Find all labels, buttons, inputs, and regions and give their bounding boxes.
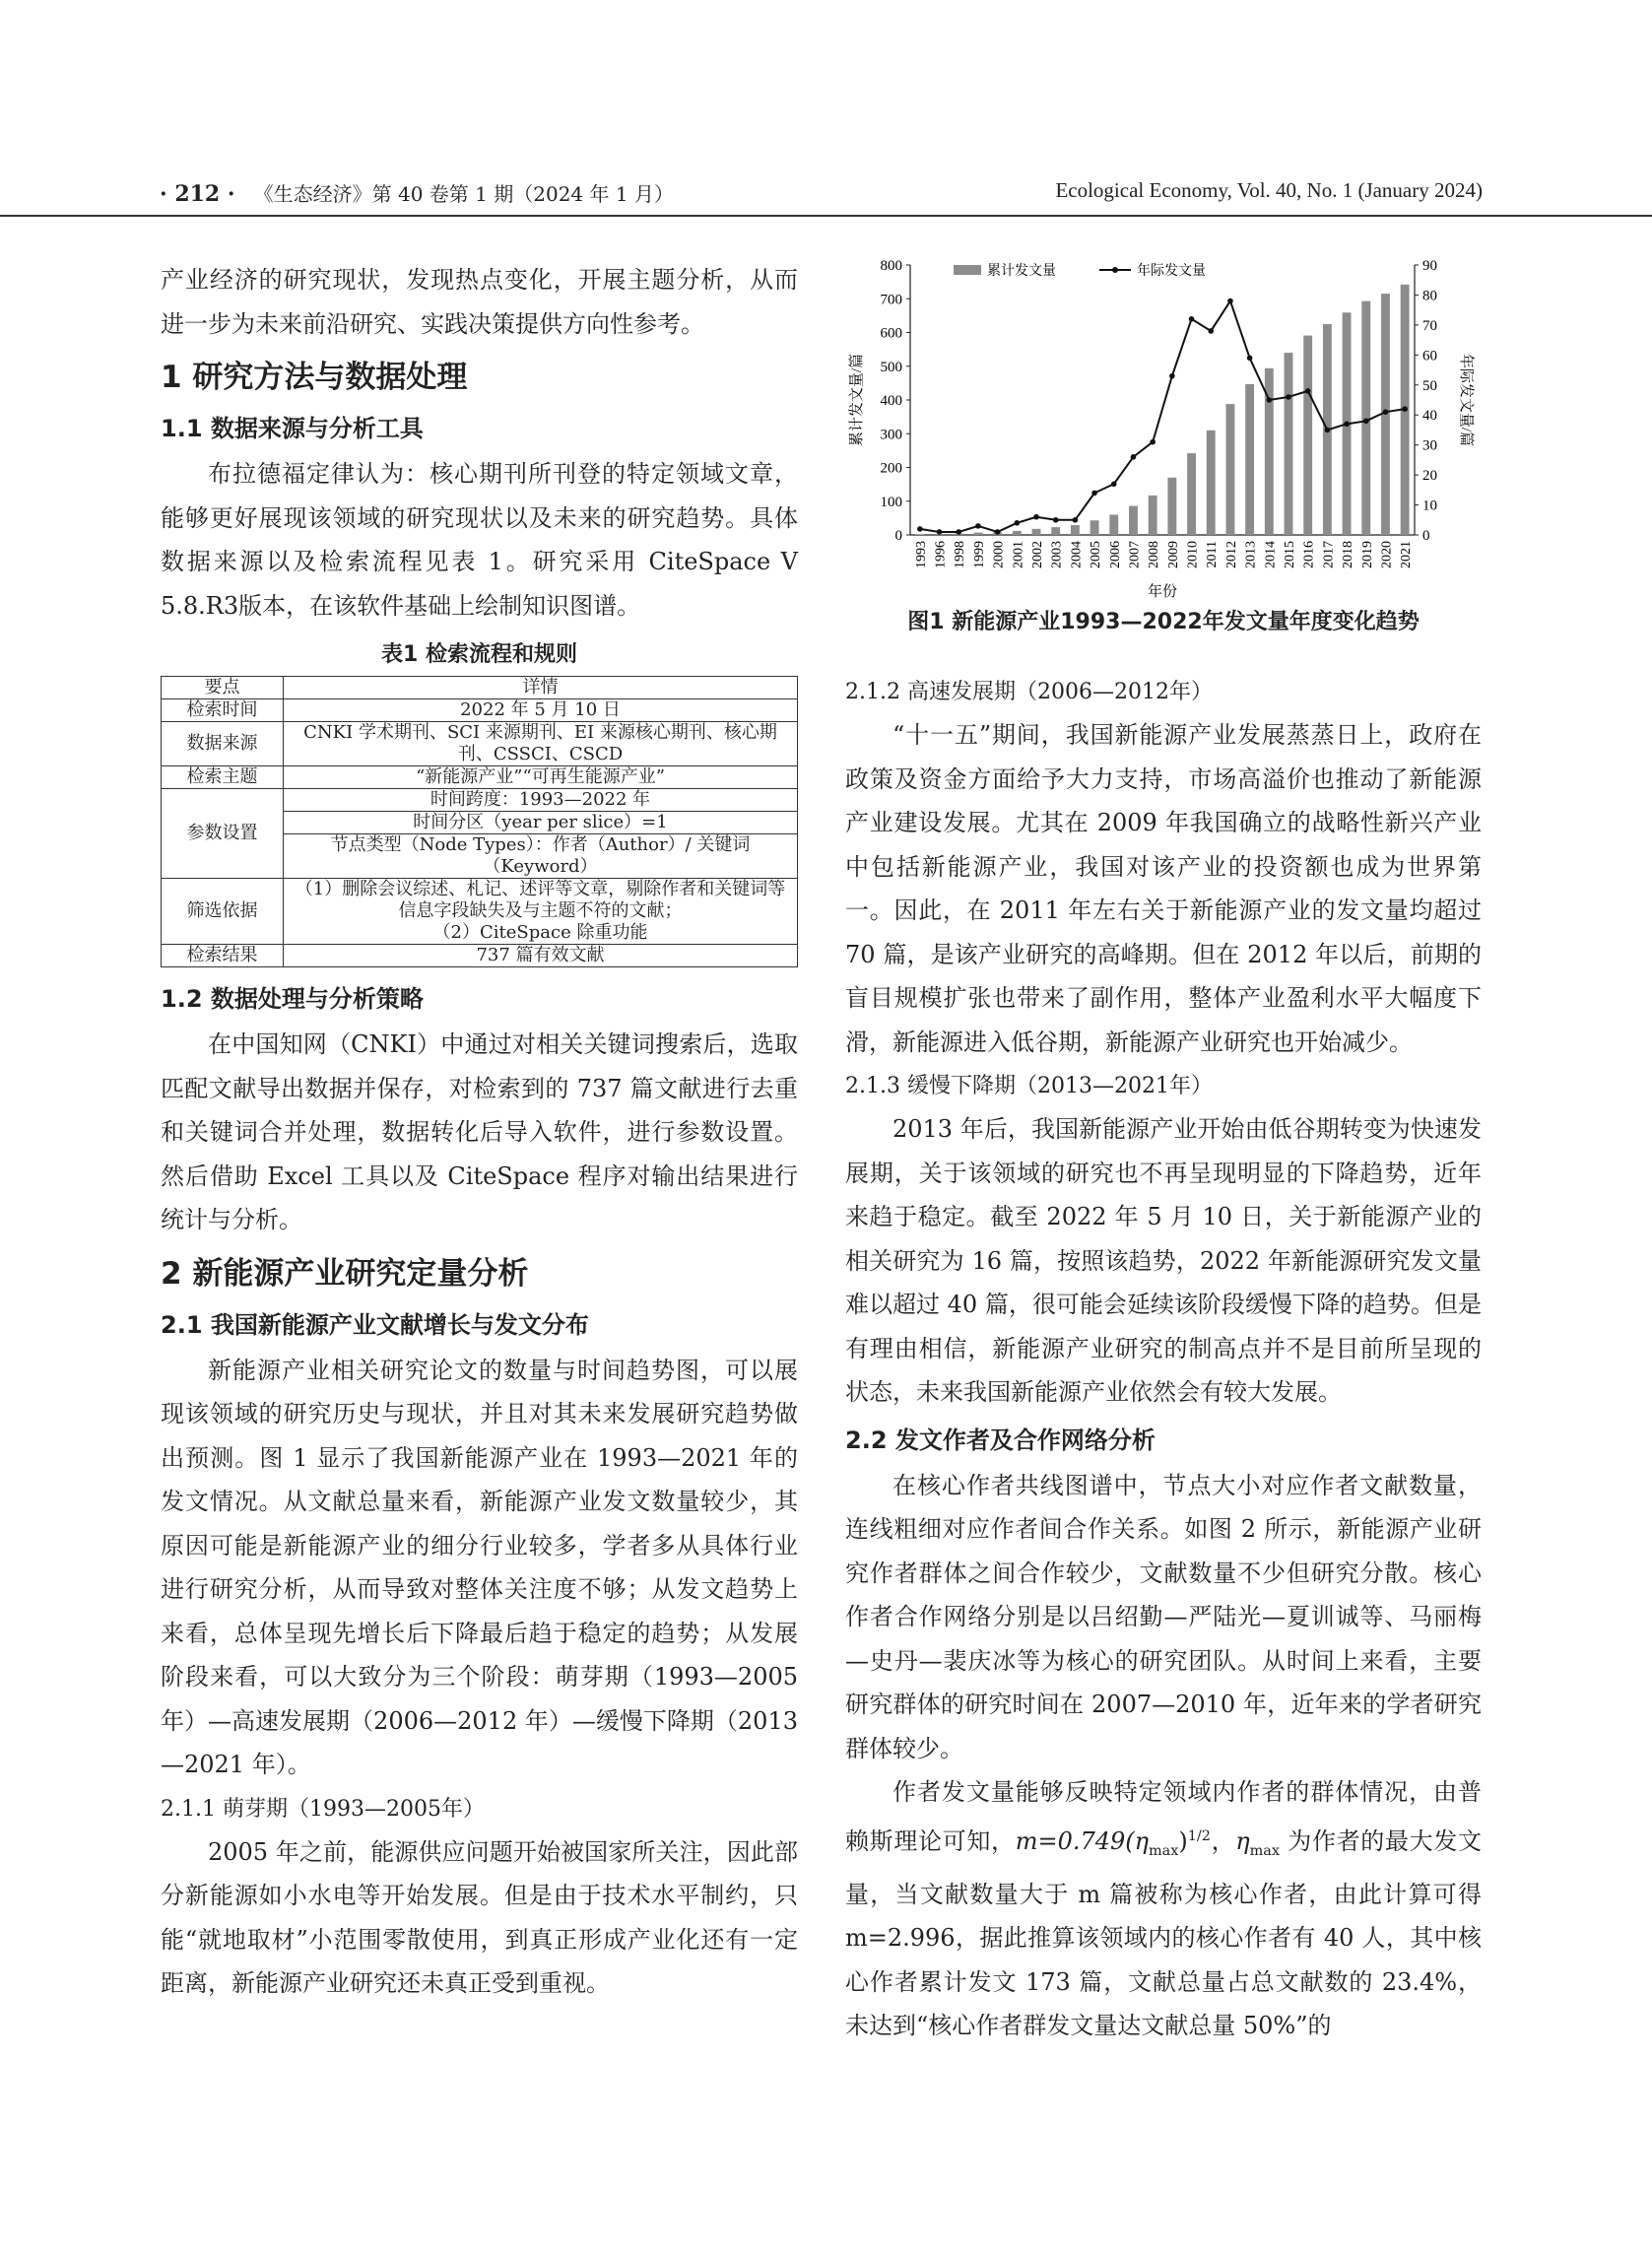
section-2-1-3-heading: 2.1.3 缓慢下降期（2013—2021年） [845, 1074, 1213, 1098]
point-annual [1091, 491, 1097, 497]
page-header-left [160, 178, 674, 207]
x-tick-label: 2010 [1185, 541, 1201, 568]
table-row [162, 945, 798, 967]
legend-label-bar: 累计发文量 [987, 264, 1056, 279]
table-cell: 2022 年 5 月 10 日 [284, 699, 798, 722]
point-annual [1267, 397, 1273, 403]
right-tick-label: 80 [1422, 288, 1437, 304]
bar-cumulative [1303, 336, 1312, 535]
table-cell: 737 篇有效文献 [284, 945, 798, 967]
point-annual [1033, 514, 1039, 520]
legend-swatch-bar [954, 265, 981, 275]
table-1 [161, 676, 798, 967]
point-annual [1383, 409, 1389, 415]
table-cell: 数据来源 [162, 722, 284, 766]
header-rule [0, 215, 1652, 217]
x-tick-label: 2019 [1359, 541, 1375, 568]
right-axis-title: 年际发文量/篇 [1458, 353, 1474, 447]
left-tick-label: 700 [880, 292, 902, 308]
x-tick-label: 1993 [913, 541, 929, 568]
left-tick-label: 300 [880, 427, 902, 443]
right-tick-label: 60 [1422, 348, 1437, 365]
table-cell: CNKI 学术期刊、SCI 来源期刊、EI 来源核心期刊、核心期刊、CSSCI、CSCD [284, 722, 798, 766]
point-annual [995, 529, 1001, 535]
bar-cumulative [1032, 529, 1041, 535]
figure-1-caption: 图1 新能源产业1993—2022年发文量年度变化趋势 [907, 610, 1420, 634]
price-text-1: 作者发文量能够反映特定领域内作者的群体情况，由普赖斯理论可知， [845, 1778, 1482, 1855]
table-header-row [162, 677, 798, 699]
point-annual [1150, 439, 1156, 445]
right-tick-label: 20 [1422, 468, 1437, 485]
eta-sub: max [1249, 1842, 1280, 1859]
chart-svg [845, 251, 1495, 606]
left-tick-label: 0 [894, 528, 902, 544]
bar-cumulative [1285, 353, 1293, 535]
section-2-1-2-paragraph: “十一五”期间，我国新能源产业发展蒸蒸日上，政府在政策及资金方面给予大力支持，市场高溢价也推动了新能源产业建设发展。尤其在 2009 年我国确立的战略性新兴产业中包括新能源产业，我国对该产业的投资额也成为世界第一。因此，在 2011 年左右关于新能源产业的发文量均超过 70 篇，是该产业研究的高峰期。但在 2012 年以后，前期的盲目规模扩张也带来了副作用，整体产业盈利水平大幅度下滑，新能源进入低谷期，新能源产业研究也开始减少。 [845, 721, 1482, 1056]
x-tick-label: 1996 [933, 541, 949, 568]
x-tick-label: 2013 [1243, 541, 1259, 568]
point-annual [1208, 328, 1214, 334]
point-annual [1344, 422, 1350, 428]
x-tick-label: 2017 [1321, 541, 1337, 568]
left-tick-label: 400 [880, 393, 902, 409]
table-header-cell: 详情 [284, 677, 798, 699]
point-annual [937, 529, 943, 535]
x-tick-label: 2012 [1223, 541, 1239, 568]
journal-title-cn: 《生态经济》第 40 卷第 1 期（2024 年 1 月） [253, 182, 674, 206]
legend-label-line: 年际发文量 [1137, 264, 1206, 279]
formula-sub: max [1149, 1842, 1179, 1859]
section-2-2-paragraph-a: 在核心作者共线图谱中，节点大小对应作者文献数量，连线粗细对应作者间合作关系。如图 2 所示，新能源产业研究作者群体之间合作较少，文献数量不少但研究分散。核心作者合作网络分别是以吕绍勤—严陆光—夏训诚等、马丽梅—史丹—裴庆冰等为核心的研究团队。从时间上来看，主要研究群体的研究时间在 2007—2010 年，近年来的学者研究群体较少。 [845, 1471, 1482, 1762]
section-2-1-1-paragraph: 2005 年之前，能源供应问题开始被国家所关注，因此部分新能源如小水电等开始发展。但是由于技术水平制约，只能“就地取材”小范围零散使用，到真正形成产业化还有一定距离，新能源产业研究还未真正受到重视。 [161, 1837, 798, 1997]
right-tick-label: 50 [1422, 377, 1437, 394]
table-row [162, 789, 798, 812]
table-cell: 筛选依据 [162, 879, 284, 945]
table-cell: 参数设置 [162, 789, 284, 879]
section-1-2-paragraph: 在中国知网（CNKI）中通过对相关关键词搜索后，选取匹配文献导出数据并保存，对检索到的 737 篇文献进行去重和关键词合并处理，数据转化后导入软件，进行参数设置。然后借助 Excel 工具以及 CiteSpace 程序对输出结果进行统计与分析。 [161, 1030, 798, 1233]
point-annual [1015, 520, 1021, 526]
left-tick-label: 200 [880, 460, 902, 477]
table-cell: 节点类型（Node Types）：作者（Author）/ 关键词（Keyword） [284, 834, 798, 879]
right-column [845, 670, 1482, 2048]
bar-cumulative [1187, 453, 1196, 535]
point-annual [917, 526, 923, 532]
left-column [161, 258, 798, 2006]
point-annual [1325, 428, 1331, 433]
intro-paragraph: 产业经济的研究现状，发现热点变化，开展主题分析，从而进一步为未来前沿研究、实践决策提供方向性参考。 [161, 266, 798, 338]
right-tick-label: 90 [1422, 258, 1437, 274]
x-tick-label: 2001 [1011, 541, 1026, 568]
bar-cumulative [1245, 384, 1254, 535]
section-2-1-paragraph: 新能源产业相关研究论文的数量与时间趋势图，可以展现该领域的研究历史与现状，并且对其未来发展研究趋势做出预测。图 1 显示了我国新能源产业在 1993—2021 年的发文情况。从文献总量来看，新能源产业发文数量较少，其原因可能是新能源产业的细分行业较多，学者多从具体行业进行研究分析，从而导致对整体关注度不够；从发文趋势上来看，总体呈现先增长后下降最后趋于稳定的趋势；从发展阶段来看，可以大致分为三个阶段：萌芽期（1993—2005 年）—高速发展期（2006—2012 年）—缓慢下降期（2013—2021 年）。 [161, 1356, 798, 1778]
bar-cumulative [915, 534, 924, 535]
right-tick-label: 10 [1422, 498, 1437, 514]
right-tick-label: 30 [1422, 437, 1437, 454]
formula-tail: ， [1210, 1826, 1236, 1855]
point-annual [1363, 419, 1369, 425]
x-tick-label: 2002 [1030, 541, 1045, 568]
table-cell: 检索结果 [162, 945, 284, 967]
x-tick-label: 2011 [1205, 541, 1221, 568]
bar-cumulative [1051, 527, 1060, 535]
x-tick-label: 2015 [1283, 541, 1297, 568]
bar-cumulative [1149, 496, 1157, 535]
right-tick-label: 40 [1422, 408, 1437, 425]
journal-title-en: Ecological Economy, Vol. 40, No. 1 (January 2024) [1055, 178, 1483, 202]
point-annual [1073, 517, 1079, 523]
table-row [162, 766, 798, 789]
right-tick-label: 0 [1422, 528, 1430, 544]
x-tick-label: 2014 [1263, 541, 1279, 568]
table-cell-line: （1）删除会议综述、札记、述评等文章，剔除作者和关键词等信息字段缺失及与主题不符的文献； [295, 879, 786, 921]
x-tick-label: 2006 [1107, 541, 1123, 568]
section-1-heading: 1 研究方法与数据处理 [161, 360, 468, 395]
table-cell [284, 879, 798, 945]
table-header-cell: 要点 [162, 677, 284, 699]
table-cell: “新能源产业”“可再生能源产业” [284, 766, 798, 789]
x-tick-label: 1999 [971, 541, 987, 568]
bar-cumulative [1361, 301, 1370, 535]
section-2-1-heading: 2.1 我国新能源产业文献增长与发文分布 [161, 1310, 589, 1339]
formula-m: m=0.749(η [1015, 1826, 1150, 1855]
x-tick-label: 2021 [1399, 541, 1415, 568]
point-annual [1111, 481, 1117, 487]
price-text-2: 为作者的最大发文量，当文献数量大于 m 篇被称为核心作者，由此计算可得 m=2.996，据此推算该领域内的核心作者有 40 人，其中核心作者累计发文 173 篇，文献总量占总文献数的 23.4%，未达到“核心作者群发文量达文献总量 50%”的 [845, 1826, 1482, 2040]
section-1-1-heading: 1.1 数据来源与分析工具 [161, 415, 424, 442]
figure-1-chart [845, 251, 1495, 635]
x-tick-label: 2008 [1147, 541, 1162, 568]
x-tick-label: 2016 [1301, 541, 1317, 568]
table-row [162, 699, 798, 722]
x-tick-label: 2003 [1049, 541, 1065, 568]
section-2-heading: 2 新能源产业研究定量分析 [161, 1255, 529, 1292]
section-1-1-paragraph: 布拉德福定律认为：核心期刊所刊登的特定领域文章，能够更好展现该领域的研究现状以及未来的研究趋势。具体数据来源以及检索流程见表 1。研究采用 CiteSpace V 5.8.R3版本，在该软件基础上绘制知识图谱。 [161, 460, 798, 620]
bar-cumulative [1129, 506, 1138, 535]
left-tick-label: 800 [880, 258, 902, 274]
point-annual [1053, 517, 1059, 523]
section-2-1-3-paragraph: 2013 年后，我国新能源产业开始由低谷期转变为快速发展期，关于该领域的研究也不再呈现明显的下降趋势，近年来趋于稳定。截至 2022 年 5 月 10 日，关于新能源产业的相关研究为 16 篇，按照该趋势，2022 年新能源研究发文量难以超过 40 篇，很可能会延续该阶段缓慢下降的趋势。但是有理由相信，新能源产业研究的制高点并不是目前所呈现的状态，未来我国新能源产业依然会有较大发展。 [845, 1115, 1482, 1406]
point-annual [1169, 373, 1175, 379]
bar-cumulative [1013, 531, 1022, 535]
formula-sup: 1/2 [1187, 1827, 1211, 1844]
x-tick-label: 2018 [1341, 541, 1356, 568]
left-tick-label: 100 [880, 494, 902, 510]
left-tick-label: 500 [880, 359, 902, 375]
section-2-2-paragraph-b: 作者发文量能够反映特定领域内作者的群体情况，由普赖斯理论可知，$m=0.749(\eta_{max})^{1/2}$，$\eta_{max}$ 为作者的最大发文量，当文献数量大于 m 篇被称为核心作者，由此计算可得 m=2.996，据此推算该领域内的核心作者有 40 人，其中核心作者累计发文 173 篇，文献总量占总文献数的 23.4%，未达到“核心作者群发文量达文献总量 50%”的 [845, 1778, 1482, 2040]
x-tick-label: 2020 [1379, 541, 1395, 568]
bar-cumulative [1225, 404, 1234, 535]
table-cell: 检索主题 [162, 766, 284, 789]
table-cell: 时间跨度：1993—2022 年 [284, 789, 798, 812]
section-2-2-heading: 2.2 发文作者及合作网络分析 [845, 1426, 1156, 1454]
point-annual [1131, 454, 1137, 460]
table-cell: 时间分区（year per slice）=1 [284, 812, 798, 834]
point-annual [956, 529, 961, 535]
point-annual [1305, 388, 1311, 394]
page-number: · 212 · [160, 181, 235, 207]
section-2-1-2-heading: 2.1.2 高速发展期（2006—2012年） [845, 680, 1213, 704]
x-axis-title: 年份 [1147, 584, 1178, 600]
x-tick-label: 2005 [1089, 541, 1104, 568]
left-axis-title: 累计发文量/篇 [849, 353, 865, 447]
bar-cumulative [1207, 431, 1216, 535]
x-tick-label: 2000 [991, 541, 1007, 568]
point-annual [1189, 316, 1195, 322]
right-tick-label: 70 [1422, 317, 1437, 334]
point-annual [1247, 356, 1253, 362]
bar-cumulative [1071, 525, 1080, 535]
line-annual [920, 301, 1405, 532]
point-annual [975, 523, 981, 529]
table-row [162, 879, 798, 945]
bar-cumulative [1090, 520, 1099, 535]
legend-marker-line [1112, 267, 1118, 273]
bar-cumulative [1167, 478, 1176, 535]
table-cell-line: （2）CiteSpace 除重功能 [432, 922, 648, 943]
point-annual [1402, 406, 1408, 412]
point-annual [1286, 394, 1291, 400]
table-row [162, 722, 798, 766]
point-annual [1227, 299, 1233, 304]
x-tick-label: 2009 [1165, 541, 1181, 568]
bar-cumulative [973, 533, 982, 535]
table-cell: 检索时间 [162, 699, 284, 722]
section-1-2-heading: 1.2 数据处理与分析策略 [161, 985, 424, 1013]
eta-symbol: η [1235, 1826, 1250, 1855]
x-tick-label: 2007 [1127, 541, 1143, 568]
left-tick-label: 600 [880, 325, 902, 342]
table-1-title: 表1 检索流程和规则 [381, 642, 577, 667]
x-tick-label: 2004 [1069, 541, 1085, 568]
bar-cumulative [1109, 514, 1118, 535]
x-tick-label: 1998 [953, 541, 968, 568]
section-2-1-1-heading: 2.1.1 萌芽期（1993—2005年） [161, 1796, 485, 1822]
